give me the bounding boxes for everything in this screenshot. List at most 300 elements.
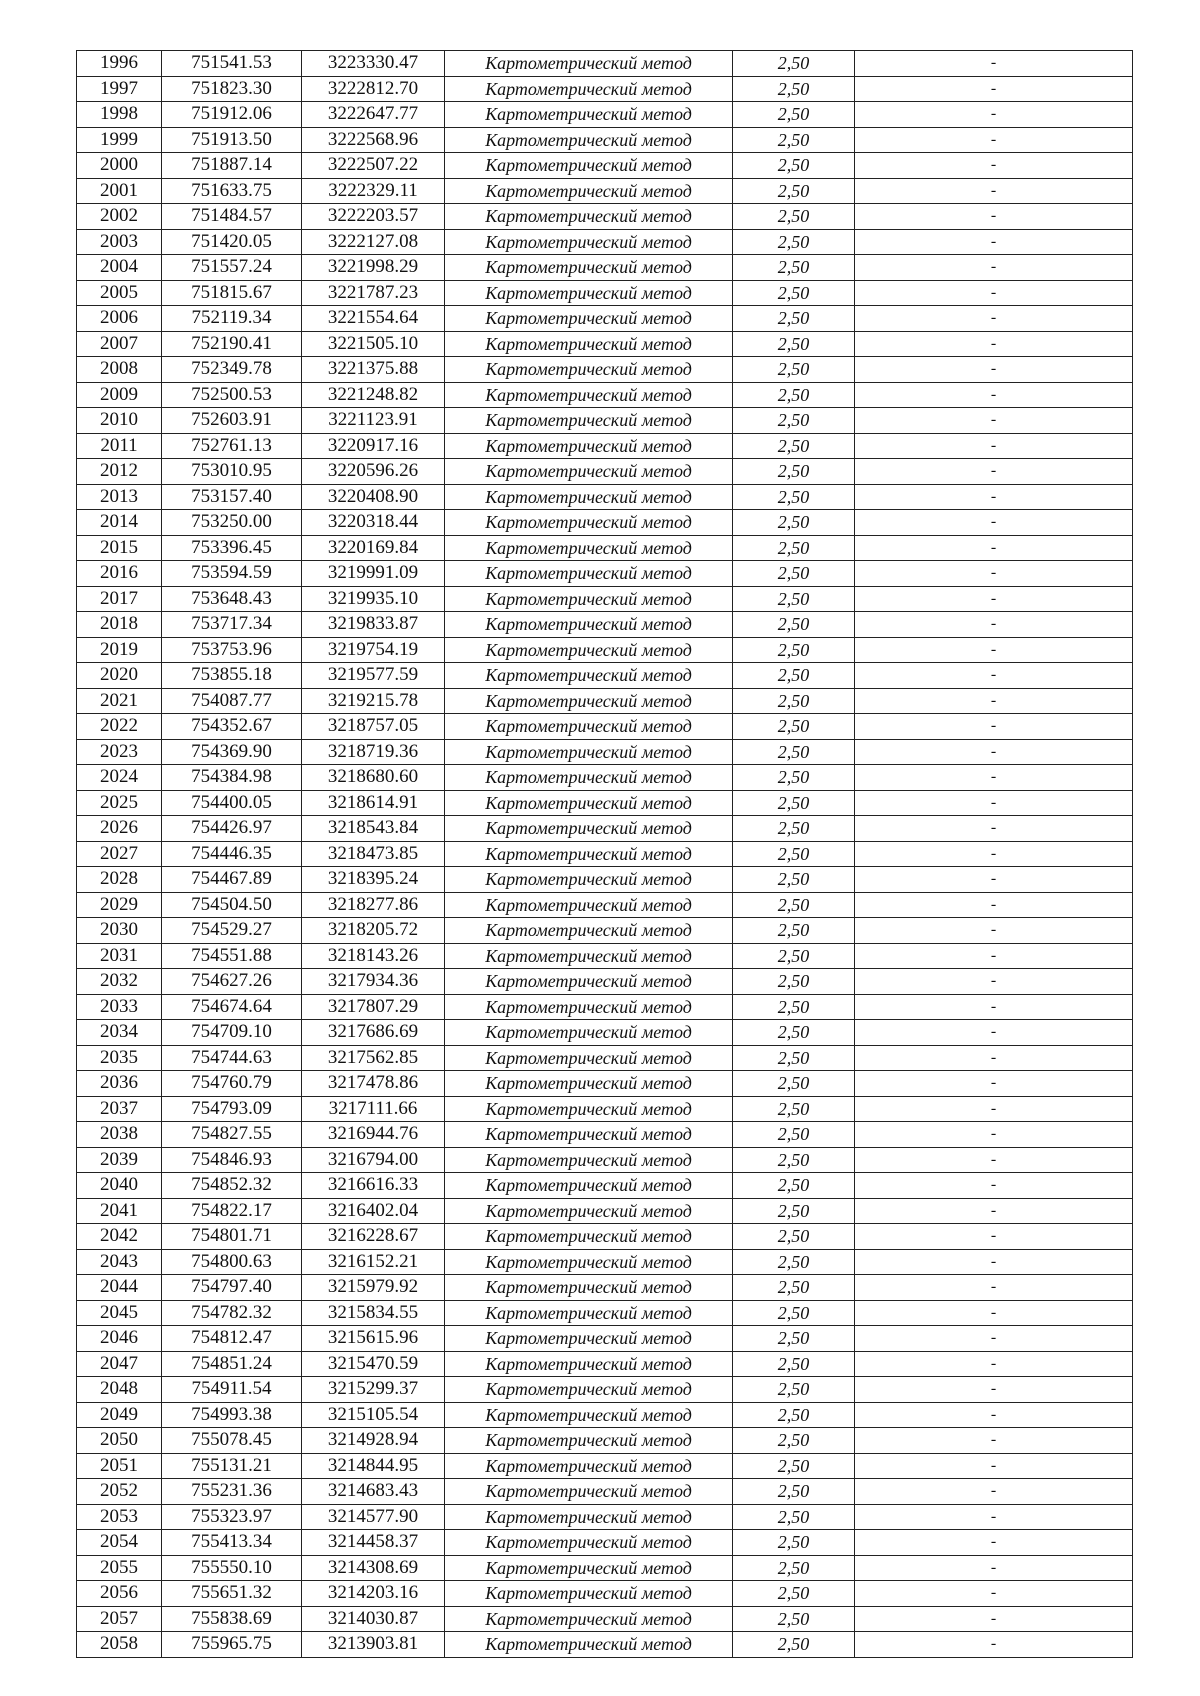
method-cell: Картометрический метод: [445, 1402, 733, 1428]
y-coordinate-cell: 3218143.26: [302, 943, 445, 969]
y-coordinate-cell: 3216402.04: [302, 1198, 445, 1224]
y-coordinate-cell: 3219215.78: [302, 688, 445, 714]
y-coordinate-cell: 3213903.81: [302, 1632, 445, 1658]
table-row: [77, 306, 1133, 332]
x-coordinate-cell: 752761.13: [162, 433, 302, 459]
empty-cell: -: [855, 1147, 1133, 1173]
error-cell: 2,50: [733, 1351, 855, 1377]
empty-cell: -: [855, 1530, 1133, 1556]
y-coordinate-cell: 3216794.00: [302, 1147, 445, 1173]
point-number-cell: 2021: [77, 688, 162, 714]
y-coordinate-cell: 3220917.16: [302, 433, 445, 459]
error-cell: 2,50: [733, 127, 855, 153]
y-coordinate-cell: 3216228.67: [302, 1224, 445, 1250]
point-number-cell: 2015: [77, 535, 162, 561]
table-row: [77, 1249, 1133, 1275]
empty-cell: -: [855, 1632, 1133, 1658]
x-coordinate-cell: 751912.06: [162, 102, 302, 128]
x-coordinate-cell: 751887.14: [162, 153, 302, 179]
y-coordinate-cell: 3215105.54: [302, 1402, 445, 1428]
method-cell: Картометрический метод: [445, 994, 733, 1020]
table-row: [77, 663, 1133, 689]
error-cell: 2,50: [733, 1479, 855, 1505]
y-coordinate-cell: 3219935.10: [302, 586, 445, 612]
method-cell: Картометрический метод: [445, 1606, 733, 1632]
table-row: [77, 612, 1133, 638]
table-row: [77, 1351, 1133, 1377]
y-coordinate-cell: 3217934.36: [302, 969, 445, 995]
table-row: [77, 994, 1133, 1020]
error-cell: 2,50: [733, 867, 855, 893]
empty-cell: -: [855, 306, 1133, 332]
x-coordinate-cell: 754744.63: [162, 1045, 302, 1071]
x-coordinate-cell: 753648.43: [162, 586, 302, 612]
method-cell: Картометрический метод: [445, 841, 733, 867]
method-cell: Картометрический метод: [445, 1122, 733, 1148]
point-number-cell: 2006: [77, 306, 162, 332]
error-cell: 2,50: [733, 739, 855, 765]
table-row: [77, 1377, 1133, 1403]
error-cell: 2,50: [733, 1377, 855, 1403]
table-row: [77, 1173, 1133, 1199]
empty-cell: -: [855, 739, 1133, 765]
method-cell: Картометрический метод: [445, 1377, 733, 1403]
x-coordinate-cell: 753594.59: [162, 561, 302, 587]
x-coordinate-cell: 752190.41: [162, 331, 302, 357]
error-cell: 2,50: [733, 1606, 855, 1632]
point-number-cell: 2035: [77, 1045, 162, 1071]
error-cell: 2,50: [733, 969, 855, 995]
table-row: [77, 1122, 1133, 1148]
table-row: [77, 637, 1133, 663]
y-coordinate-cell: 3217562.85: [302, 1045, 445, 1071]
point-number-cell: 2016: [77, 561, 162, 587]
coordinates-table-body: [77, 51, 1133, 1658]
empty-cell: -: [855, 459, 1133, 485]
table-row: [77, 1045, 1133, 1071]
x-coordinate-cell: 751484.57: [162, 204, 302, 230]
error-cell: 2,50: [733, 892, 855, 918]
x-coordinate-cell: 751823.30: [162, 76, 302, 102]
error-cell: 2,50: [733, 663, 855, 689]
point-number-cell: 2041: [77, 1198, 162, 1224]
method-cell: Картометрический метод: [445, 867, 733, 893]
table-row: [77, 1198, 1133, 1224]
error-cell: 2,50: [733, 1020, 855, 1046]
table-row: [77, 357, 1133, 383]
x-coordinate-cell: 754627.26: [162, 969, 302, 995]
error-cell: 2,50: [733, 1071, 855, 1097]
error-cell: 2,50: [733, 586, 855, 612]
y-coordinate-cell: 3223330.47: [302, 51, 445, 77]
error-cell: 2,50: [733, 1530, 855, 1556]
y-coordinate-cell: 3220408.90: [302, 484, 445, 510]
error-cell: 2,50: [733, 1198, 855, 1224]
method-cell: Картометрический метод: [445, 178, 733, 204]
point-number-cell: 2033: [77, 994, 162, 1020]
error-cell: 2,50: [733, 204, 855, 230]
method-cell: Картометрический метод: [445, 1632, 733, 1658]
method-cell: Картометрический метод: [445, 382, 733, 408]
y-coordinate-cell: 3215299.37: [302, 1377, 445, 1403]
error-cell: 2,50: [733, 765, 855, 791]
empty-cell: -: [855, 1402, 1133, 1428]
method-cell: Картометрический метод: [445, 714, 733, 740]
empty-cell: -: [855, 867, 1133, 893]
table-row: [77, 229, 1133, 255]
point-number-cell: 2032: [77, 969, 162, 995]
x-coordinate-cell: 755965.75: [162, 1632, 302, 1658]
error-cell: 2,50: [733, 229, 855, 255]
error-cell: 2,50: [733, 994, 855, 1020]
method-cell: Картометрический метод: [445, 306, 733, 332]
x-coordinate-cell: 755413.34: [162, 1530, 302, 1556]
empty-cell: -: [855, 204, 1133, 230]
method-cell: Картометрический метод: [445, 1351, 733, 1377]
method-cell: Картометрический метод: [445, 612, 733, 638]
empty-cell: -: [855, 1479, 1133, 1505]
error-cell: 2,50: [733, 790, 855, 816]
y-coordinate-cell: 3222127.08: [302, 229, 445, 255]
empty-cell: -: [855, 76, 1133, 102]
empty-cell: -: [855, 127, 1133, 153]
point-number-cell: 1996: [77, 51, 162, 77]
table-row: [77, 918, 1133, 944]
x-coordinate-cell: 753010.95: [162, 459, 302, 485]
empty-cell: -: [855, 790, 1133, 816]
table-row: [77, 1428, 1133, 1454]
empty-cell: -: [855, 1428, 1133, 1454]
empty-cell: -: [855, 663, 1133, 689]
empty-cell: -: [855, 1198, 1133, 1224]
table-row: [77, 790, 1133, 816]
method-cell: Картометрический метод: [445, 459, 733, 485]
empty-cell: -: [855, 1555, 1133, 1581]
empty-cell: -: [855, 1581, 1133, 1607]
method-cell: Картометрический метод: [445, 1300, 733, 1326]
error-cell: 2,50: [733, 102, 855, 128]
y-coordinate-cell: 3218277.86: [302, 892, 445, 918]
point-number-cell: 2054: [77, 1530, 162, 1556]
method-cell: Картометрический метод: [445, 1326, 733, 1352]
point-number-cell: 2049: [77, 1402, 162, 1428]
point-number-cell: 2014: [77, 510, 162, 536]
point-number-cell: 2031: [77, 943, 162, 969]
point-number-cell: 2010: [77, 408, 162, 434]
point-number-cell: 2022: [77, 714, 162, 740]
method-cell: Картометрический метод: [445, 153, 733, 179]
method-cell: Картометрический метод: [445, 51, 733, 77]
x-coordinate-cell: 754087.77: [162, 688, 302, 714]
empty-cell: -: [855, 1377, 1133, 1403]
method-cell: Картометрический метод: [445, 765, 733, 791]
table-row: [77, 204, 1133, 230]
point-number-cell: 2044: [77, 1275, 162, 1301]
method-cell: Картометрический метод: [445, 918, 733, 944]
y-coordinate-cell: 3214203.16: [302, 1581, 445, 1607]
x-coordinate-cell: 755078.45: [162, 1428, 302, 1454]
table-row: [77, 1479, 1133, 1505]
empty-cell: -: [855, 612, 1133, 638]
error-cell: 2,50: [733, 714, 855, 740]
x-coordinate-cell: 753396.45: [162, 535, 302, 561]
x-coordinate-cell: 752119.34: [162, 306, 302, 332]
point-number-cell: 2050: [77, 1428, 162, 1454]
point-number-cell: 2011: [77, 433, 162, 459]
error-cell: 2,50: [733, 76, 855, 102]
error-cell: 2,50: [733, 1147, 855, 1173]
error-cell: 2,50: [733, 1402, 855, 1428]
error-cell: 2,50: [733, 1275, 855, 1301]
error-cell: 2,50: [733, 637, 855, 663]
x-coordinate-cell: 751541.53: [162, 51, 302, 77]
y-coordinate-cell: 3214458.37: [302, 1530, 445, 1556]
table-row: [77, 1147, 1133, 1173]
empty-cell: -: [855, 102, 1133, 128]
error-cell: 2,50: [733, 816, 855, 842]
x-coordinate-cell: 752500.53: [162, 382, 302, 408]
method-cell: Картометрический метод: [445, 510, 733, 536]
method-cell: Картометрический метод: [445, 1071, 733, 1097]
error-cell: 2,50: [733, 1224, 855, 1250]
point-number-cell: 2037: [77, 1096, 162, 1122]
table-row: [77, 943, 1133, 969]
x-coordinate-cell: 751420.05: [162, 229, 302, 255]
x-coordinate-cell: 754674.64: [162, 994, 302, 1020]
x-coordinate-cell: 754352.67: [162, 714, 302, 740]
y-coordinate-cell: 3219577.59: [302, 663, 445, 689]
y-coordinate-cell: 3218614.91: [302, 790, 445, 816]
table-row: [77, 1300, 1133, 1326]
y-coordinate-cell: 3217807.29: [302, 994, 445, 1020]
x-coordinate-cell: 754709.10: [162, 1020, 302, 1046]
y-coordinate-cell: 3221248.82: [302, 382, 445, 408]
method-cell: Картометрический метод: [445, 535, 733, 561]
x-coordinate-cell: 755550.10: [162, 1555, 302, 1581]
empty-cell: -: [855, 357, 1133, 383]
table-row: [77, 1071, 1133, 1097]
error-cell: 2,50: [733, 1122, 855, 1148]
y-coordinate-cell: 3218205.72: [302, 918, 445, 944]
method-cell: Картометрический метод: [445, 637, 733, 663]
error-cell: 2,50: [733, 1581, 855, 1607]
table-row: [77, 867, 1133, 893]
table-row: [77, 382, 1133, 408]
x-coordinate-cell: 752603.91: [162, 408, 302, 434]
x-coordinate-cell: 754822.17: [162, 1198, 302, 1224]
point-number-cell: 2057: [77, 1606, 162, 1632]
empty-cell: -: [855, 408, 1133, 434]
y-coordinate-cell: 3218757.05: [302, 714, 445, 740]
error-cell: 2,50: [733, 918, 855, 944]
y-coordinate-cell: 3219754.19: [302, 637, 445, 663]
point-number-cell: 2047: [77, 1351, 162, 1377]
point-number-cell: 2019: [77, 637, 162, 663]
y-coordinate-cell: 3218680.60: [302, 765, 445, 791]
method-cell: Картометрический метод: [445, 688, 733, 714]
point-number-cell: 2008: [77, 357, 162, 383]
table-row: [77, 765, 1133, 791]
empty-cell: -: [855, 1249, 1133, 1275]
empty-cell: -: [855, 1300, 1133, 1326]
empty-cell: -: [855, 255, 1133, 281]
x-coordinate-cell: 754851.24: [162, 1351, 302, 1377]
table-row: [77, 102, 1133, 128]
table-row: [77, 459, 1133, 485]
method-cell: Картометрический метод: [445, 943, 733, 969]
point-number-cell: 2004: [77, 255, 162, 281]
error-cell: 2,50: [733, 1300, 855, 1326]
method-cell: Картометрический метод: [445, 484, 733, 510]
point-number-cell: 2003: [77, 229, 162, 255]
table-row: [77, 408, 1133, 434]
empty-cell: -: [855, 1606, 1133, 1632]
point-number-cell: 2040: [77, 1173, 162, 1199]
empty-cell: -: [855, 1173, 1133, 1199]
error-cell: 2,50: [733, 510, 855, 536]
x-coordinate-cell: 751913.50: [162, 127, 302, 153]
y-coordinate-cell: 3218395.24: [302, 867, 445, 893]
y-coordinate-cell: 3214928.94: [302, 1428, 445, 1454]
empty-cell: -: [855, 1453, 1133, 1479]
method-cell: Картометрический метод: [445, 790, 733, 816]
y-coordinate-cell: 3221787.23: [302, 280, 445, 306]
point-number-cell: 2056: [77, 1581, 162, 1607]
method-cell: Картометрический метод: [445, 331, 733, 357]
method-cell: Картометрический метод: [445, 586, 733, 612]
method-cell: Картометрический метод: [445, 1224, 733, 1250]
x-coordinate-cell: 754384.98: [162, 765, 302, 791]
y-coordinate-cell: 3219991.09: [302, 561, 445, 587]
method-cell: Картометрический метод: [445, 255, 733, 281]
y-coordinate-cell: 3215470.59: [302, 1351, 445, 1377]
y-coordinate-cell: 3221123.91: [302, 408, 445, 434]
table-row: [77, 561, 1133, 587]
y-coordinate-cell: 3221998.29: [302, 255, 445, 281]
table-row: [77, 969, 1133, 995]
y-coordinate-cell: 3215615.96: [302, 1326, 445, 1352]
error-cell: 2,50: [733, 459, 855, 485]
coordinates-table: [76, 50, 1133, 1658]
x-coordinate-cell: 754800.63: [162, 1249, 302, 1275]
y-coordinate-cell: 3221554.64: [302, 306, 445, 332]
table-row: [77, 178, 1133, 204]
table-row: [77, 1606, 1133, 1632]
empty-cell: -: [855, 1096, 1133, 1122]
method-cell: Картометрический метод: [445, 1147, 733, 1173]
x-coordinate-cell: 752349.78: [162, 357, 302, 383]
table-row: [77, 1096, 1133, 1122]
point-number-cell: 2007: [77, 331, 162, 357]
table-row: [77, 1453, 1133, 1479]
error-cell: 2,50: [733, 1045, 855, 1071]
x-coordinate-cell: 755131.21: [162, 1453, 302, 1479]
method-cell: Картометрический метод: [445, 663, 733, 689]
empty-cell: -: [855, 510, 1133, 536]
x-coordinate-cell: 753753.96: [162, 637, 302, 663]
method-cell: Картометрический метод: [445, 561, 733, 587]
table-row: [77, 841, 1133, 867]
y-coordinate-cell: 3218719.36: [302, 739, 445, 765]
method-cell: Картометрический метод: [445, 102, 733, 128]
point-number-cell: 2042: [77, 1224, 162, 1250]
x-coordinate-cell: 754529.27: [162, 918, 302, 944]
x-coordinate-cell: 754801.71: [162, 1224, 302, 1250]
point-number-cell: 2009: [77, 382, 162, 408]
x-coordinate-cell: 753717.34: [162, 612, 302, 638]
empty-cell: -: [855, 229, 1133, 255]
point-number-cell: 2048: [77, 1377, 162, 1403]
method-cell: Картометрический метод: [445, 1045, 733, 1071]
point-number-cell: 2055: [77, 1555, 162, 1581]
y-coordinate-cell: 3215834.55: [302, 1300, 445, 1326]
point-number-cell: 2026: [77, 816, 162, 842]
error-cell: 2,50: [733, 408, 855, 434]
error-cell: 2,50: [733, 841, 855, 867]
x-coordinate-cell: 755323.97: [162, 1504, 302, 1530]
empty-cell: -: [855, 433, 1133, 459]
error-cell: 2,50: [733, 484, 855, 510]
point-number-cell: 2024: [77, 765, 162, 791]
table-row: [77, 127, 1133, 153]
method-cell: Картометрический метод: [445, 1198, 733, 1224]
empty-cell: -: [855, 1351, 1133, 1377]
error-cell: 2,50: [733, 535, 855, 561]
empty-cell: -: [855, 994, 1133, 1020]
empty-cell: -: [855, 841, 1133, 867]
x-coordinate-cell: 754852.32: [162, 1173, 302, 1199]
empty-cell: -: [855, 51, 1133, 77]
table-row: [77, 1275, 1133, 1301]
y-coordinate-cell: 3222507.22: [302, 153, 445, 179]
method-cell: Картометрический метод: [445, 1173, 733, 1199]
point-number-cell: 2020: [77, 663, 162, 689]
method-cell: Картометрический метод: [445, 1020, 733, 1046]
table-row: [77, 255, 1133, 281]
point-number-cell: 2023: [77, 739, 162, 765]
point-number-cell: 2000: [77, 153, 162, 179]
point-number-cell: 2028: [77, 867, 162, 893]
point-number-cell: 2017: [77, 586, 162, 612]
point-number-cell: 1997: [77, 76, 162, 102]
table-row: [77, 1224, 1133, 1250]
empty-cell: -: [855, 1122, 1133, 1148]
x-coordinate-cell: 754369.90: [162, 739, 302, 765]
y-coordinate-cell: 3214030.87: [302, 1606, 445, 1632]
y-coordinate-cell: 3222329.11: [302, 178, 445, 204]
table-row: [77, 484, 1133, 510]
y-coordinate-cell: 3218543.84: [302, 816, 445, 842]
empty-cell: -: [855, 1224, 1133, 1250]
method-cell: Картометрический метод: [445, 1249, 733, 1275]
method-cell: Картометрический метод: [445, 280, 733, 306]
point-number-cell: 2052: [77, 1479, 162, 1505]
table-row: [77, 1326, 1133, 1352]
error-cell: 2,50: [733, 1249, 855, 1275]
error-cell: 2,50: [733, 1632, 855, 1658]
method-cell: Картометрический метод: [445, 1428, 733, 1454]
x-coordinate-cell: 754846.93: [162, 1147, 302, 1173]
point-number-cell: 2018: [77, 612, 162, 638]
x-coordinate-cell: 755651.32: [162, 1581, 302, 1607]
y-coordinate-cell: 3222568.96: [302, 127, 445, 153]
y-coordinate-cell: 3221505.10: [302, 331, 445, 357]
error-cell: 2,50: [733, 561, 855, 587]
point-number-cell: 2051: [77, 1453, 162, 1479]
y-coordinate-cell: 3216944.76: [302, 1122, 445, 1148]
x-coordinate-cell: 751557.24: [162, 255, 302, 281]
error-cell: 2,50: [733, 153, 855, 179]
